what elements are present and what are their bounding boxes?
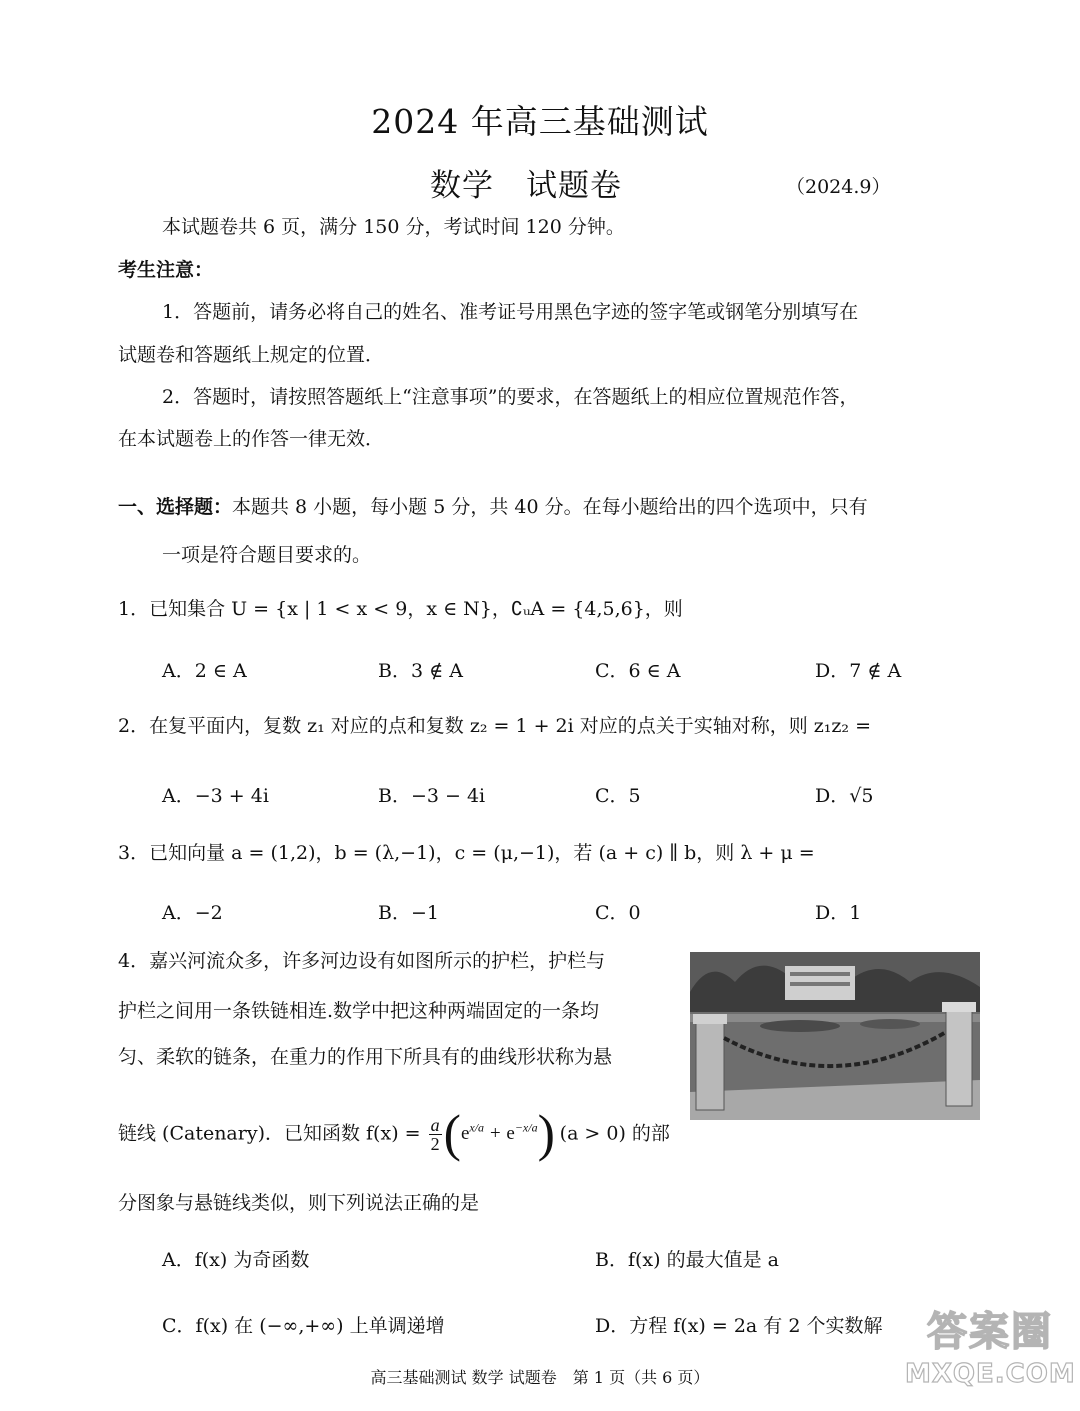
question-4-line-1: 4．嘉兴河流众多，许多河边设有如图所示的护栏，护栏与 xyxy=(118,950,606,972)
question-4-option-d: D．方程 f(x) = 2a 有 2 个实数解 xyxy=(595,1315,883,1337)
notice-item-2-line-1: 2．答题时，请按照答题纸上“注意事项”的要求，在答题纸上的相应位置规范作答， xyxy=(162,386,859,408)
watermark-text-top: 答案圈 xyxy=(927,1309,1053,1355)
section-1-heading xyxy=(118,492,868,522)
catenary-formula: $\frac{a}{2}$ $(e^{x/a} + e^{-x/a})$ xyxy=(430,1105,555,1163)
section-1-label: 一、选择题： xyxy=(118,496,233,518)
question-1-stem: 1．已知集合 U = {x | 1 < x < 9，x ∈ N}，∁ᵤA = {4,5,6}，则 xyxy=(118,598,683,620)
question-4-line-4 xyxy=(118,1098,670,1164)
question-3-option-b: B．−1 xyxy=(378,902,439,924)
question-2-option-a: A．−3 + 4i xyxy=(162,785,269,807)
question-3-option-a: A．−2 xyxy=(162,902,223,924)
section-1-text-line-1: 本题共 8 小题，每小题 5 分，共 40 分。在每小题给出的四个选项中，只有 xyxy=(232,496,868,518)
exam-date: （2024.9） xyxy=(786,176,891,198)
question-3-option-c: C．0 xyxy=(595,902,641,924)
question-4-option-c: C．f(x) 在 (−∞,+∞) 上单调递增 xyxy=(162,1315,445,1337)
question-4-line-2: 护栏之间用一条铁链相连.数学中把这种两端固定的一条均 xyxy=(118,1000,600,1022)
watermark-logo xyxy=(905,1300,1075,1408)
catenary-railing-photo xyxy=(690,952,980,1120)
exam-intro: 本试题卷共 6 页，满分 150 分，考试时间 120 分钟。 xyxy=(162,216,625,238)
question-1-option-c: C．6 ∈ A xyxy=(595,660,681,682)
question-2-option-d: D．√5 xyxy=(815,785,874,807)
question-4-line-3: 匀、柔软的链条，在重力的作用下所具有的曲线形状称为悬 xyxy=(118,1046,613,1068)
watermark-text-bottom: MXQE.COM xyxy=(905,1359,1076,1389)
exam-title: 2024 年高三基础测试 xyxy=(371,102,709,141)
exam-subtitle: 数学 试题卷 xyxy=(430,168,622,204)
notice-item-2-line-2: 在本试题卷上的作答一律无效． xyxy=(118,428,385,450)
question-2-option-c: C．5 xyxy=(595,785,641,807)
question-1-option-d: D．7 ∉ A xyxy=(815,660,902,682)
page-footer: 高三基础测试 数学 试题卷 第 1 页（共 6 页） xyxy=(370,1368,710,1387)
question-4-line-4-post: (a > 0) 的部 xyxy=(559,1122,670,1145)
notice-item-1-line-1: 1．答题前，请务必将自己的姓名、准考证号用黑色字迹的签字笔或钢笔分别填写在 xyxy=(162,301,859,323)
question-2-option-b: B．−3 − 4i xyxy=(378,785,486,807)
notice-heading: 考生注意： xyxy=(118,259,214,281)
question-2-stem: 2．在复平面内，复数 z₁ 对应的点和复数 z₂ = 1 + 2i 对应的点关于实轴对称，则 z₁z₂ = xyxy=(118,715,872,737)
section-1-text-line-2: 一项是符合题目要求的。 xyxy=(162,544,372,566)
question-1-option-b: B．3 ∉ A xyxy=(378,660,463,682)
notice-item-1-line-2: 试题卷和答题纸上规定的位置． xyxy=(118,344,385,366)
question-3-stem: 3．已知向量 a = (1,2)，b = (λ,−1)，c = (μ,−1)，若 (a + c) ∥ b，则 λ + μ = xyxy=(118,842,815,864)
question-3-option-d: D．1 xyxy=(815,902,862,924)
question-4-option-a: A．f(x) 为奇函数 xyxy=(162,1249,310,1271)
question-4-option-b: B．f(x) 的最大值是 a xyxy=(595,1249,779,1271)
question-4-line-4-pre: 链线 (Catenary)．已知函数 f(x) = xyxy=(118,1122,421,1145)
question-4-line-5: 分图象与悬链线类似，则下列说法正确的是 xyxy=(118,1192,480,1214)
question-1-option-a: A．2 ∈ A xyxy=(162,660,247,682)
